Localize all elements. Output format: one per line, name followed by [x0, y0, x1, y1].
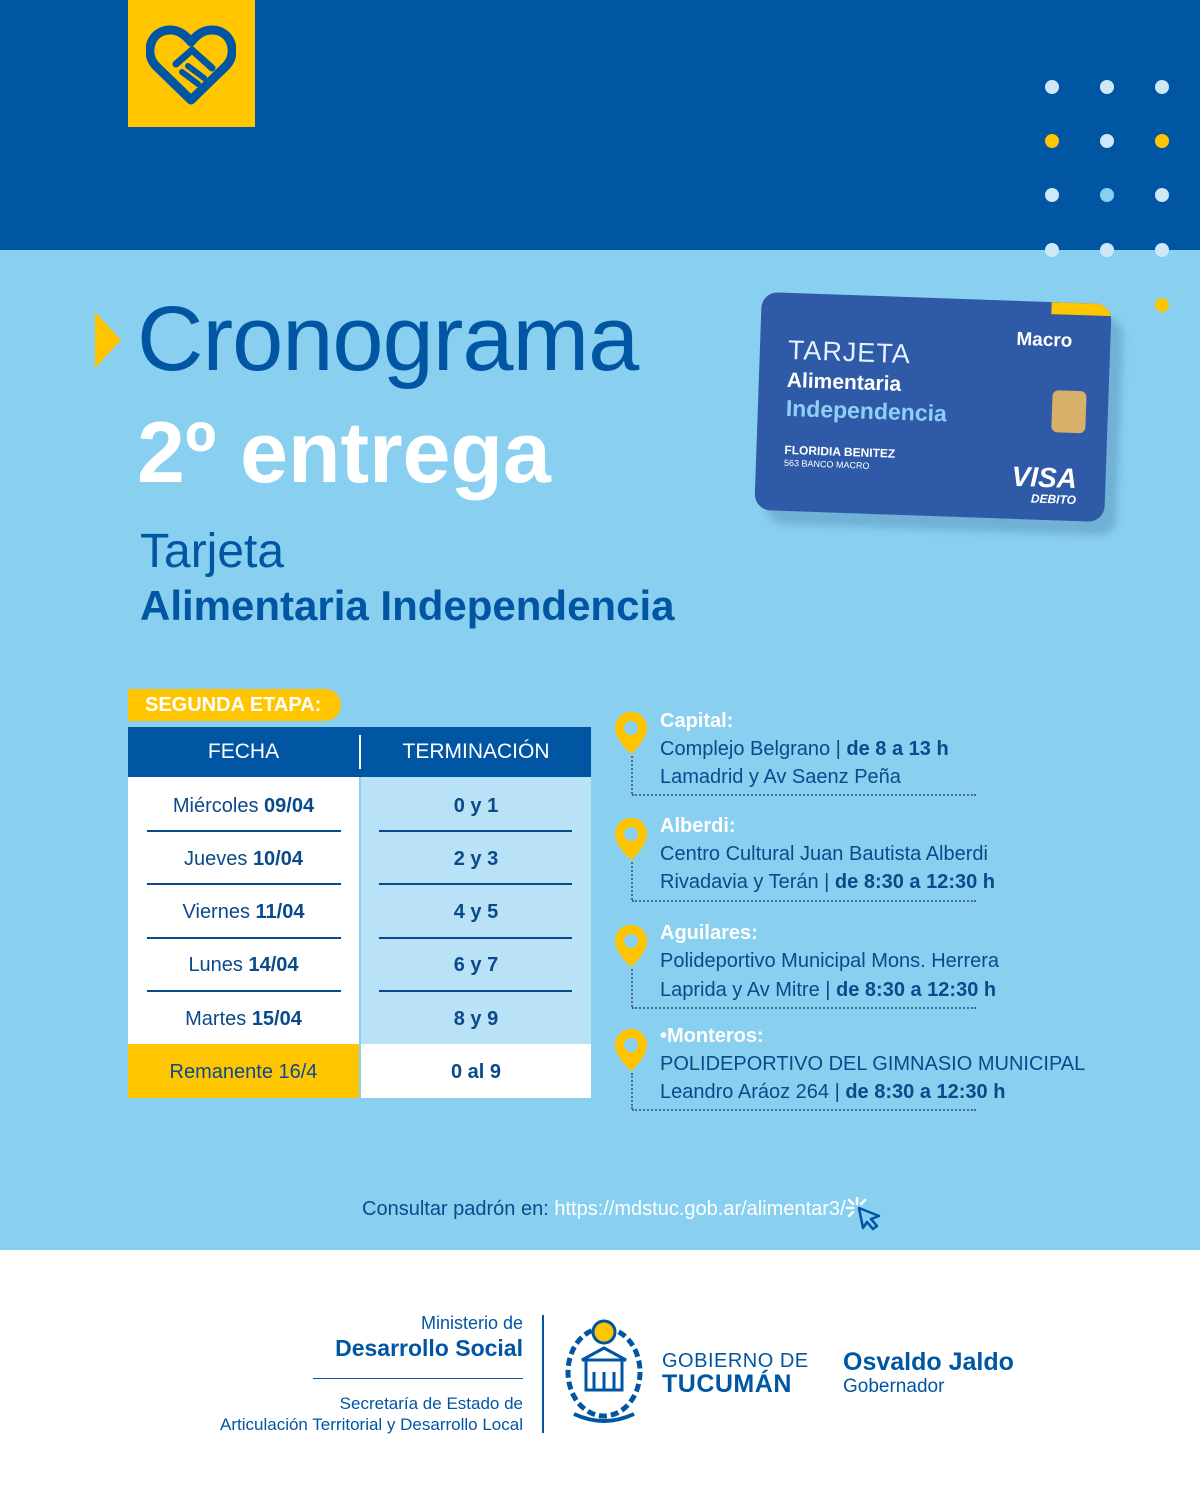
- col-header-ending: TERMINACIÓN: [402, 740, 550, 763]
- ministry-line1: Ministerio de: [420, 1313, 523, 1333]
- table-row: Viernes 11/04: [182, 901, 305, 923]
- row-divider: [147, 830, 341, 832]
- row-divider: [147, 937, 341, 939]
- location-line2: Lamadrid y Av Saenz Peña: [660, 766, 901, 788]
- location-connector: [631, 862, 633, 900]
- location-underline: [632, 900, 976, 902]
- location-pin-icon: [613, 1027, 649, 1073]
- title-arrow-icon: [95, 312, 121, 368]
- footer-vertical-divider: [542, 1315, 544, 1433]
- decorative-dots: [1040, 75, 1180, 315]
- table-row: Jueves 10/04: [184, 848, 303, 870]
- row-divider: [379, 990, 572, 992]
- governor-name: Osvaldo Jaldo: [843, 1348, 1014, 1376]
- location-pin-icon: [613, 710, 649, 756]
- location-line1: POLIDEPORTIVO DEL GIMNASIO MUNICIPAL: [660, 1053, 1086, 1075]
- page-title: Cronograma: [137, 288, 639, 390]
- table-row: Martes 15/04: [185, 1008, 302, 1030]
- location-line1: Complejo Belgrano | de 8 a 13 h: [660, 738, 949, 760]
- card-brand: Macro: [1016, 328, 1073, 352]
- card-tab: [1051, 302, 1111, 316]
- col-header-date: FECHA: [207, 740, 280, 763]
- table-row-ending: 4 y 5: [453, 901, 499, 923]
- location-name: •Monteros:: [660, 1025, 764, 1047]
- stage-badge: SEGUNDA ETAPA:: [128, 689, 341, 721]
- location-name: Capital:: [660, 710, 734, 732]
- location-underline: [632, 794, 976, 796]
- remnant-label: Remanente 16/4: [169, 1061, 318, 1083]
- row-divider: [379, 937, 572, 939]
- location-line2: Laprida y Av Mitre | de 8:30 a 12:30 h: [660, 979, 997, 1001]
- location-name: Alberdi:: [660, 815, 736, 837]
- location-pin-icon: [613, 816, 649, 862]
- table-row-ending: 2 y 3: [453, 848, 499, 870]
- secretary-line1: Secretaría de Estado de: [339, 1394, 523, 1413]
- card-line3: Independencia: [785, 394, 948, 427]
- government-line1: GOBIERNO DE: [662, 1350, 809, 1372]
- table-row-ending: 0 y 1: [453, 795, 499, 817]
- footer-divider: [313, 1378, 523, 1379]
- table-header: [128, 727, 591, 777]
- consult-label: Consultar padrón en:: [362, 1198, 555, 1220]
- location-line2: Rivadavia y Terán | de 8:30 a 12:30 h: [660, 871, 996, 893]
- location-pin-icon: [613, 923, 649, 969]
- row-divider: [379, 830, 572, 832]
- location-name: Aguilares:: [660, 922, 758, 944]
- table-row: Lunes 14/04: [188, 954, 299, 976]
- cursor-click-icon: [843, 1196, 885, 1232]
- consult-text: [362, 1198, 846, 1221]
- card-line1: TARJETA: [787, 334, 912, 370]
- ministry-line2: Desarrollo Social: [335, 1335, 523, 1361]
- card-line2: Alimentaria: [786, 368, 902, 396]
- governor-title: Gobernador: [843, 1376, 945, 1397]
- secretary-line2: Articulación Territorial y Desarrollo Local: [220, 1415, 523, 1434]
- card-holder-name: FLORIDIA BENITEZ: [784, 442, 896, 461]
- government-line2: TUCUMÁN: [662, 1370, 792, 1398]
- card-network: VISA: [1011, 460, 1078, 495]
- location-underline: [632, 1109, 976, 1111]
- card-network-sub: DEBITO: [1030, 491, 1077, 508]
- table-row-ending: 6 y 7: [453, 954, 499, 976]
- consult-link[interactable]: https://mdstuc.gob.ar/alimentar3/: [554, 1198, 846, 1220]
- card-bank-line: 563 BANCO MACRO: [783, 457, 870, 471]
- subtitle-program: Alimentaria Independencia: [140, 582, 675, 629]
- location-connector: [631, 756, 633, 794]
- logo-box: [128, 0, 255, 127]
- location-underline: [632, 1007, 976, 1009]
- location-line2: Leandro Aráoz 264 | de 8:30 a 12:30 h: [660, 1081, 1006, 1103]
- location-connector: [631, 1073, 633, 1109]
- remnant-ending: 0 al 9: [450, 1061, 502, 1083]
- table-row-ending: 8 y 9: [453, 1008, 499, 1030]
- location-line1: Centro Cultural Juan Bautista Alberdi: [660, 843, 988, 865]
- subtitle-tarjeta: Tarjeta: [140, 525, 285, 578]
- row-divider: [147, 883, 341, 885]
- location-connector: [631, 969, 633, 1007]
- delivery-title: 2º entrega: [137, 405, 551, 501]
- row-divider: [379, 883, 572, 885]
- food-card-image: [754, 292, 1111, 522]
- table-row: Miércoles 09/04: [172, 795, 315, 817]
- handshake-heart-icon: [146, 20, 236, 106]
- card-chip-icon: [1051, 390, 1086, 433]
- row-divider: [147, 990, 341, 992]
- location-line1: Polideportivo Municipal Mons. Herrera: [660, 950, 1000, 972]
- tucuman-seal-icon: [560, 1310, 648, 1430]
